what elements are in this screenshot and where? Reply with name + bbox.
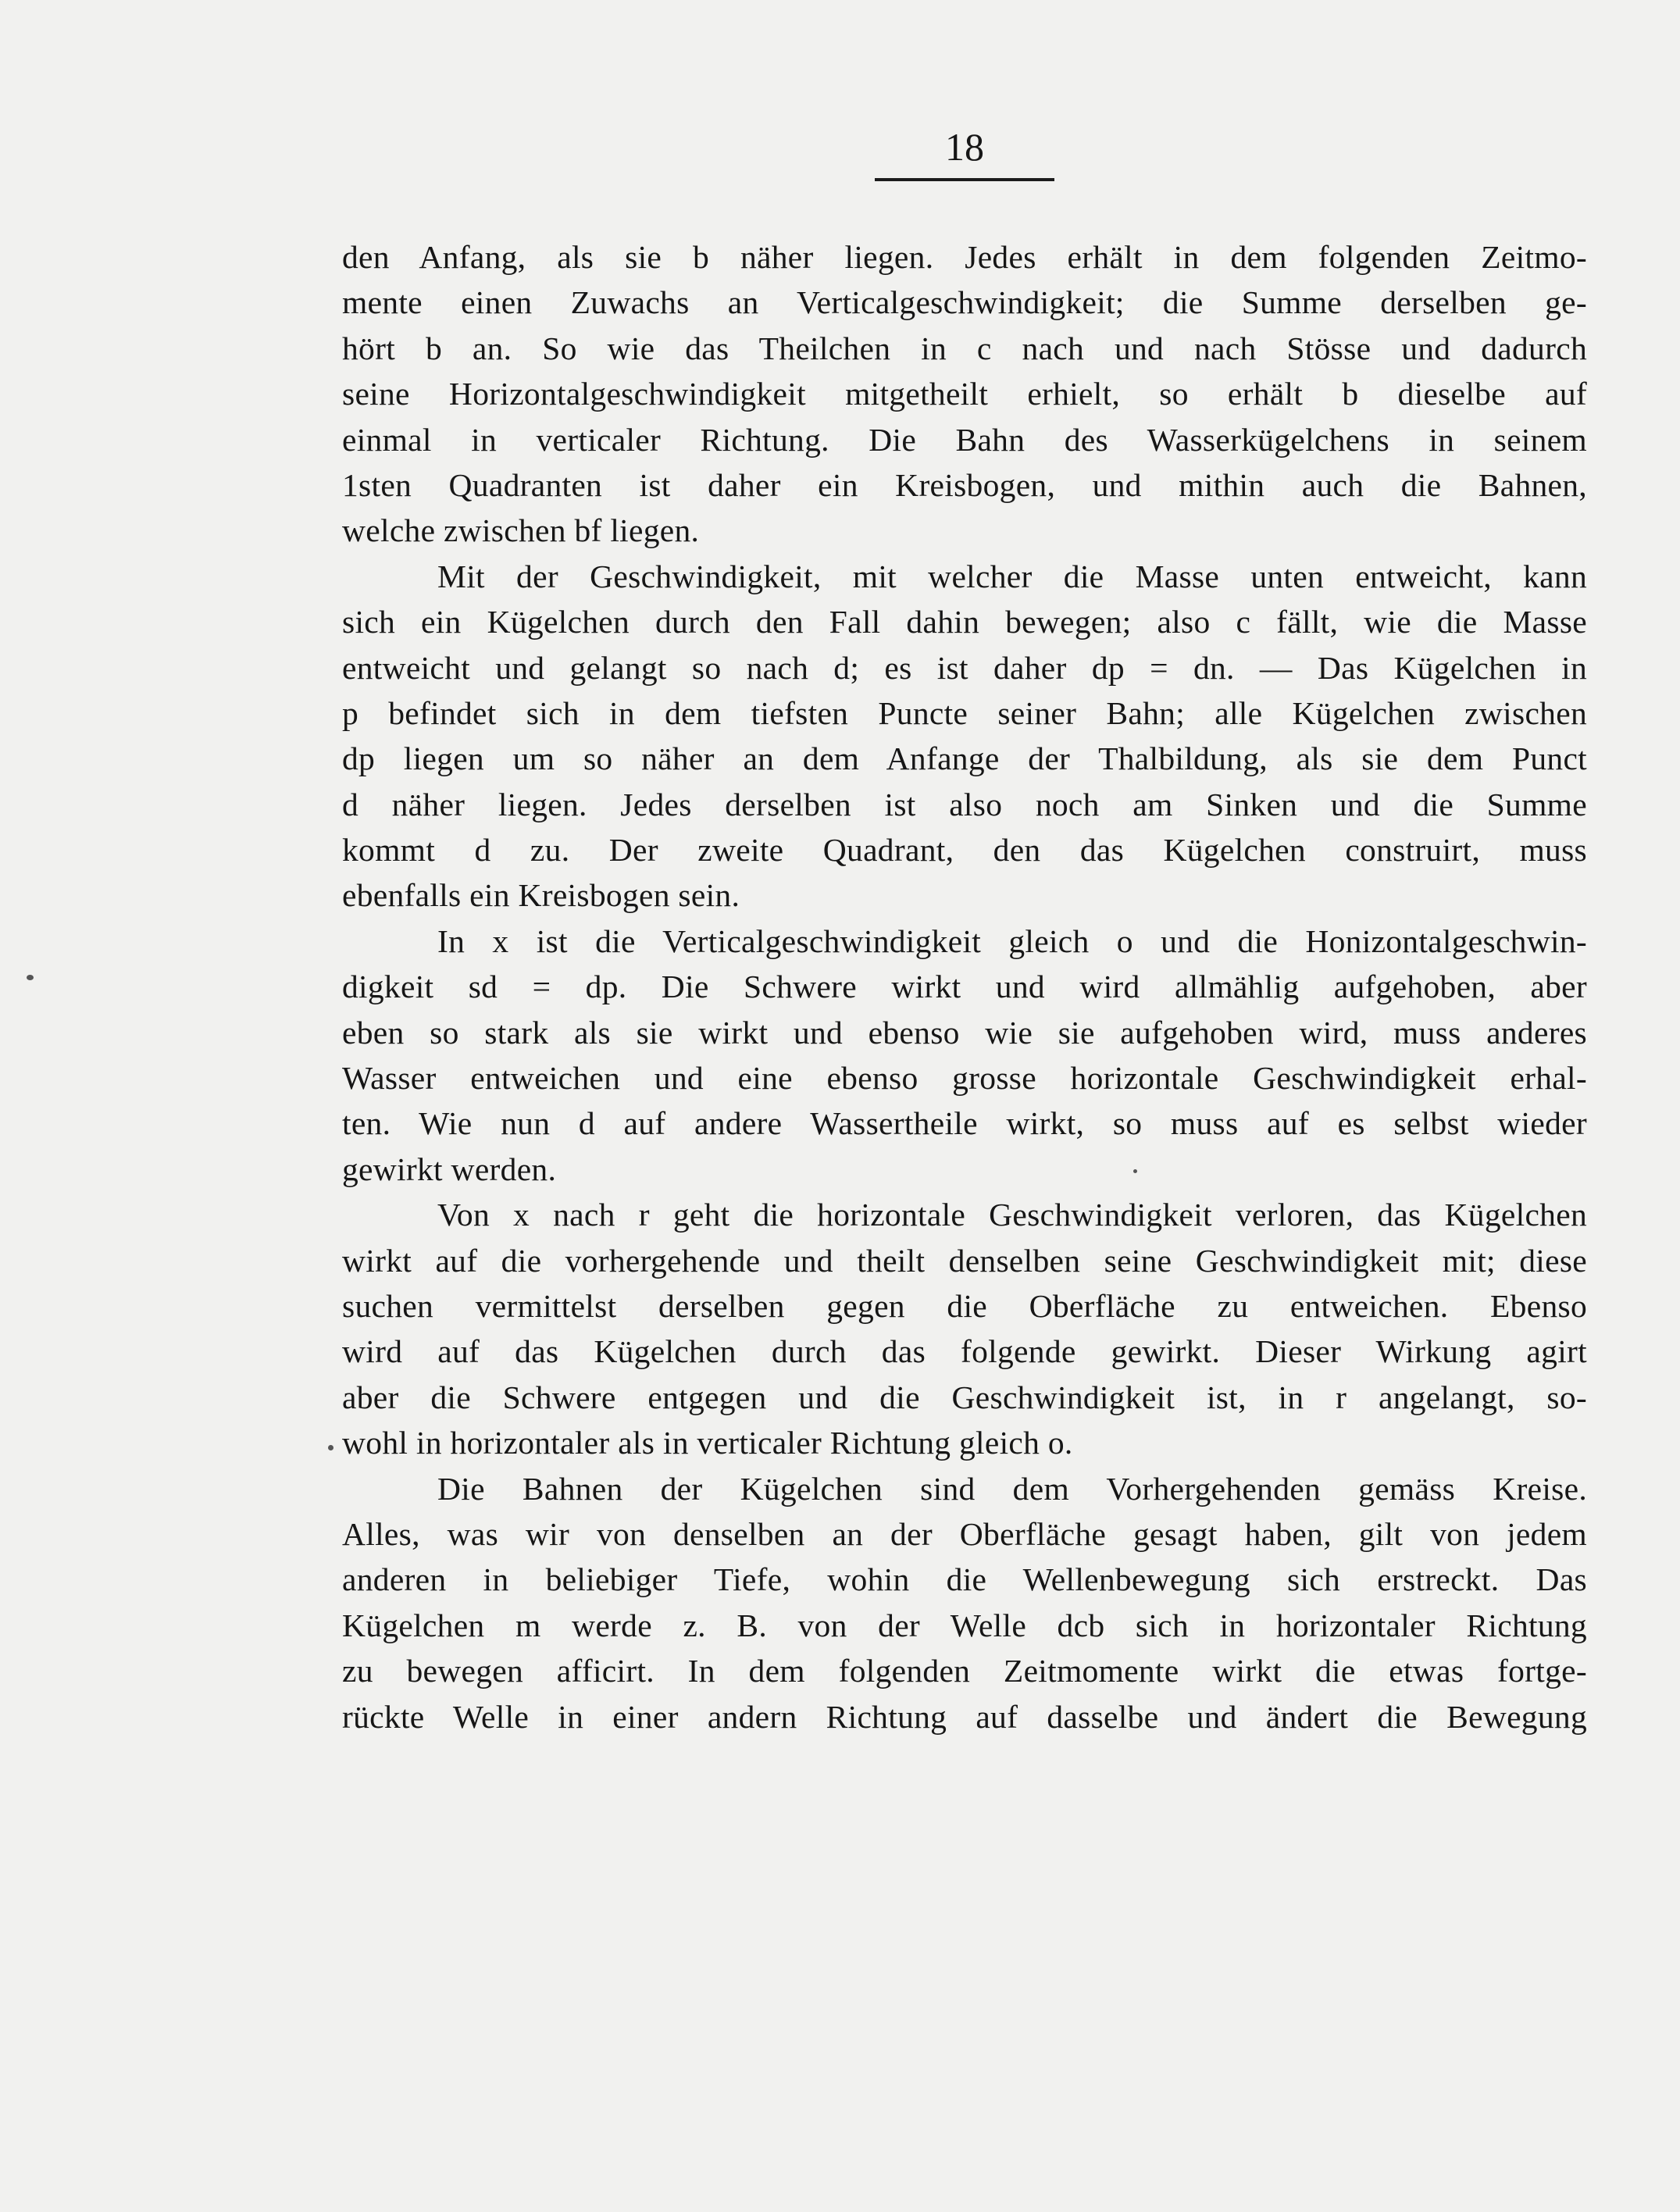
scan-speck	[1133, 1169, 1137, 1173]
text-line: rückte Welle in einer andern Richtung auf dasselbe und ändert die Bewegung	[342, 1698, 1587, 1735]
text-line: kommt d zu. Der zweite Quadrant, den das Kügelchen construirt, muss	[342, 832, 1587, 869]
text-line: dp liegen um so näher an dem Anfange der Thalbildung, als sie dem Punct	[342, 740, 1587, 777]
text-line: welche zwischen bf liegen.	[342, 512, 700, 549]
paragraph	[342, 1192, 1587, 1465]
text-line: sich ein Kügelchen durch den Fall dahin bewegen; also c fällt, wie die Masse	[342, 604, 1587, 640]
paragraph	[342, 234, 1587, 554]
text-line: digkeit sd = dp. Die Schwere wirkt und wird allmählig aufgehoben, aber	[342, 969, 1587, 1005]
page-number: 18	[945, 125, 984, 169]
text-line: hört b an. So wie das Theilchen in c nach und nach Stösse und dadurch	[342, 330, 1587, 366]
text-line: anderen in beliebiger Tiefe, wohin die Wellenbewegung sich erstreckt. Das	[342, 1561, 1587, 1598]
text-line: ebenfalls ein Kreisbogen sein.	[342, 877, 740, 914]
text-line: zu bewegen afficirt. In dem folgenden Zeitmomente wirkt die etwas fortge-	[342, 1653, 1587, 1689]
paragraph	[342, 554, 1587, 919]
body-text	[342, 234, 1587, 1739]
text-line: den Anfang, als sie b näher liegen. Jedes erhält in dem folgenden Zeitmo-	[342, 239, 1587, 275]
paragraph	[342, 1466, 1587, 1739]
paragraph	[342, 919, 1587, 1192]
text-line: d näher liegen. Jedes derselben ist also noch am Sinken und die Summe	[342, 786, 1587, 822]
page-number-rule	[875, 178, 1054, 181]
text-line: mente einen Zuwachs an Verticalgeschwindigkeit; die Summe derselben ge-	[342, 284, 1587, 321]
text-line: entweicht und gelangt so nach d; es ist daher dp = dn. — Das Kügelchen in	[342, 649, 1587, 686]
text-line: ten. Wie nun d auf andere Wassertheile wirkt, so muss auf es selbst wieder	[342, 1105, 1587, 1142]
text-line: einmal in verticaler Richtung. Die Bahn des Wasserkügelchens in seinem	[342, 421, 1587, 458]
text-line: wird auf das Kügelchen durch das folgende gewirkt. Dieser Wirkung agirt	[342, 1333, 1587, 1370]
text-line: gewirkt werden.	[342, 1151, 557, 1187]
text-line: wohl in horizontaler als in verticaler Richtung gleich o.	[342, 1425, 1073, 1461]
text-line: Mit der Geschwindigkeit, mit welcher die Masse unten entweicht, kann	[437, 558, 1587, 594]
text-line: 1sten Quadranten ist daher ein Kreisbogen, und mithin auch die Bahnen,	[342, 466, 1587, 503]
text-line: suchen vermittelst derselben gegen die Oberfläche zu entweichen. Ebenso	[342, 1287, 1587, 1324]
text-line: Kügelchen m werde z. B. von der Welle dcb sich in horizontaler Richtung	[342, 1607, 1587, 1643]
text-line: In x ist die Verticalgeschwindigkeit gleich o und die Honizontalgeschwin-	[437, 922, 1587, 959]
text-line: eben so stark als sie wirkt und ebenso wie sie aufgehoben wird, muss anderes	[342, 1014, 1587, 1051]
text-line: Alles, was wir von denselben an der Oberfläche gesagt haben, gilt von jedem	[342, 1515, 1587, 1552]
text-line: Wasser entweichen und eine ebenso grosse horizontale Geschwindigkeit erhal-	[342, 1060, 1587, 1097]
text-line: p befindet sich in dem tiefsten Puncte seiner Bahn; alle Kügelchen zwischen	[342, 694, 1587, 731]
text-line: seine Horizontalgeschwindigkeit mitgetheilt erhielt, so erhält b dieselbe auf	[342, 376, 1587, 412]
text-line: Die Bahnen der Kügelchen sind dem Vorhergehenden gemäss Kreise.	[437, 1470, 1587, 1507]
scan-speck	[328, 1445, 334, 1450]
text-line: Von x nach r geht die horizontale Geschwindigkeit verloren, das Kügelchen	[437, 1197, 1587, 1233]
scan-speck	[27, 975, 34, 980]
text-line: aber die Schwere entgegen und die Geschwindigkeit ist, in r angelangt, so-	[342, 1379, 1587, 1415]
text-line: wirkt auf die vorhergehende und theilt denselben seine Geschwindigkeit mit; diese	[342, 1242, 1587, 1279]
